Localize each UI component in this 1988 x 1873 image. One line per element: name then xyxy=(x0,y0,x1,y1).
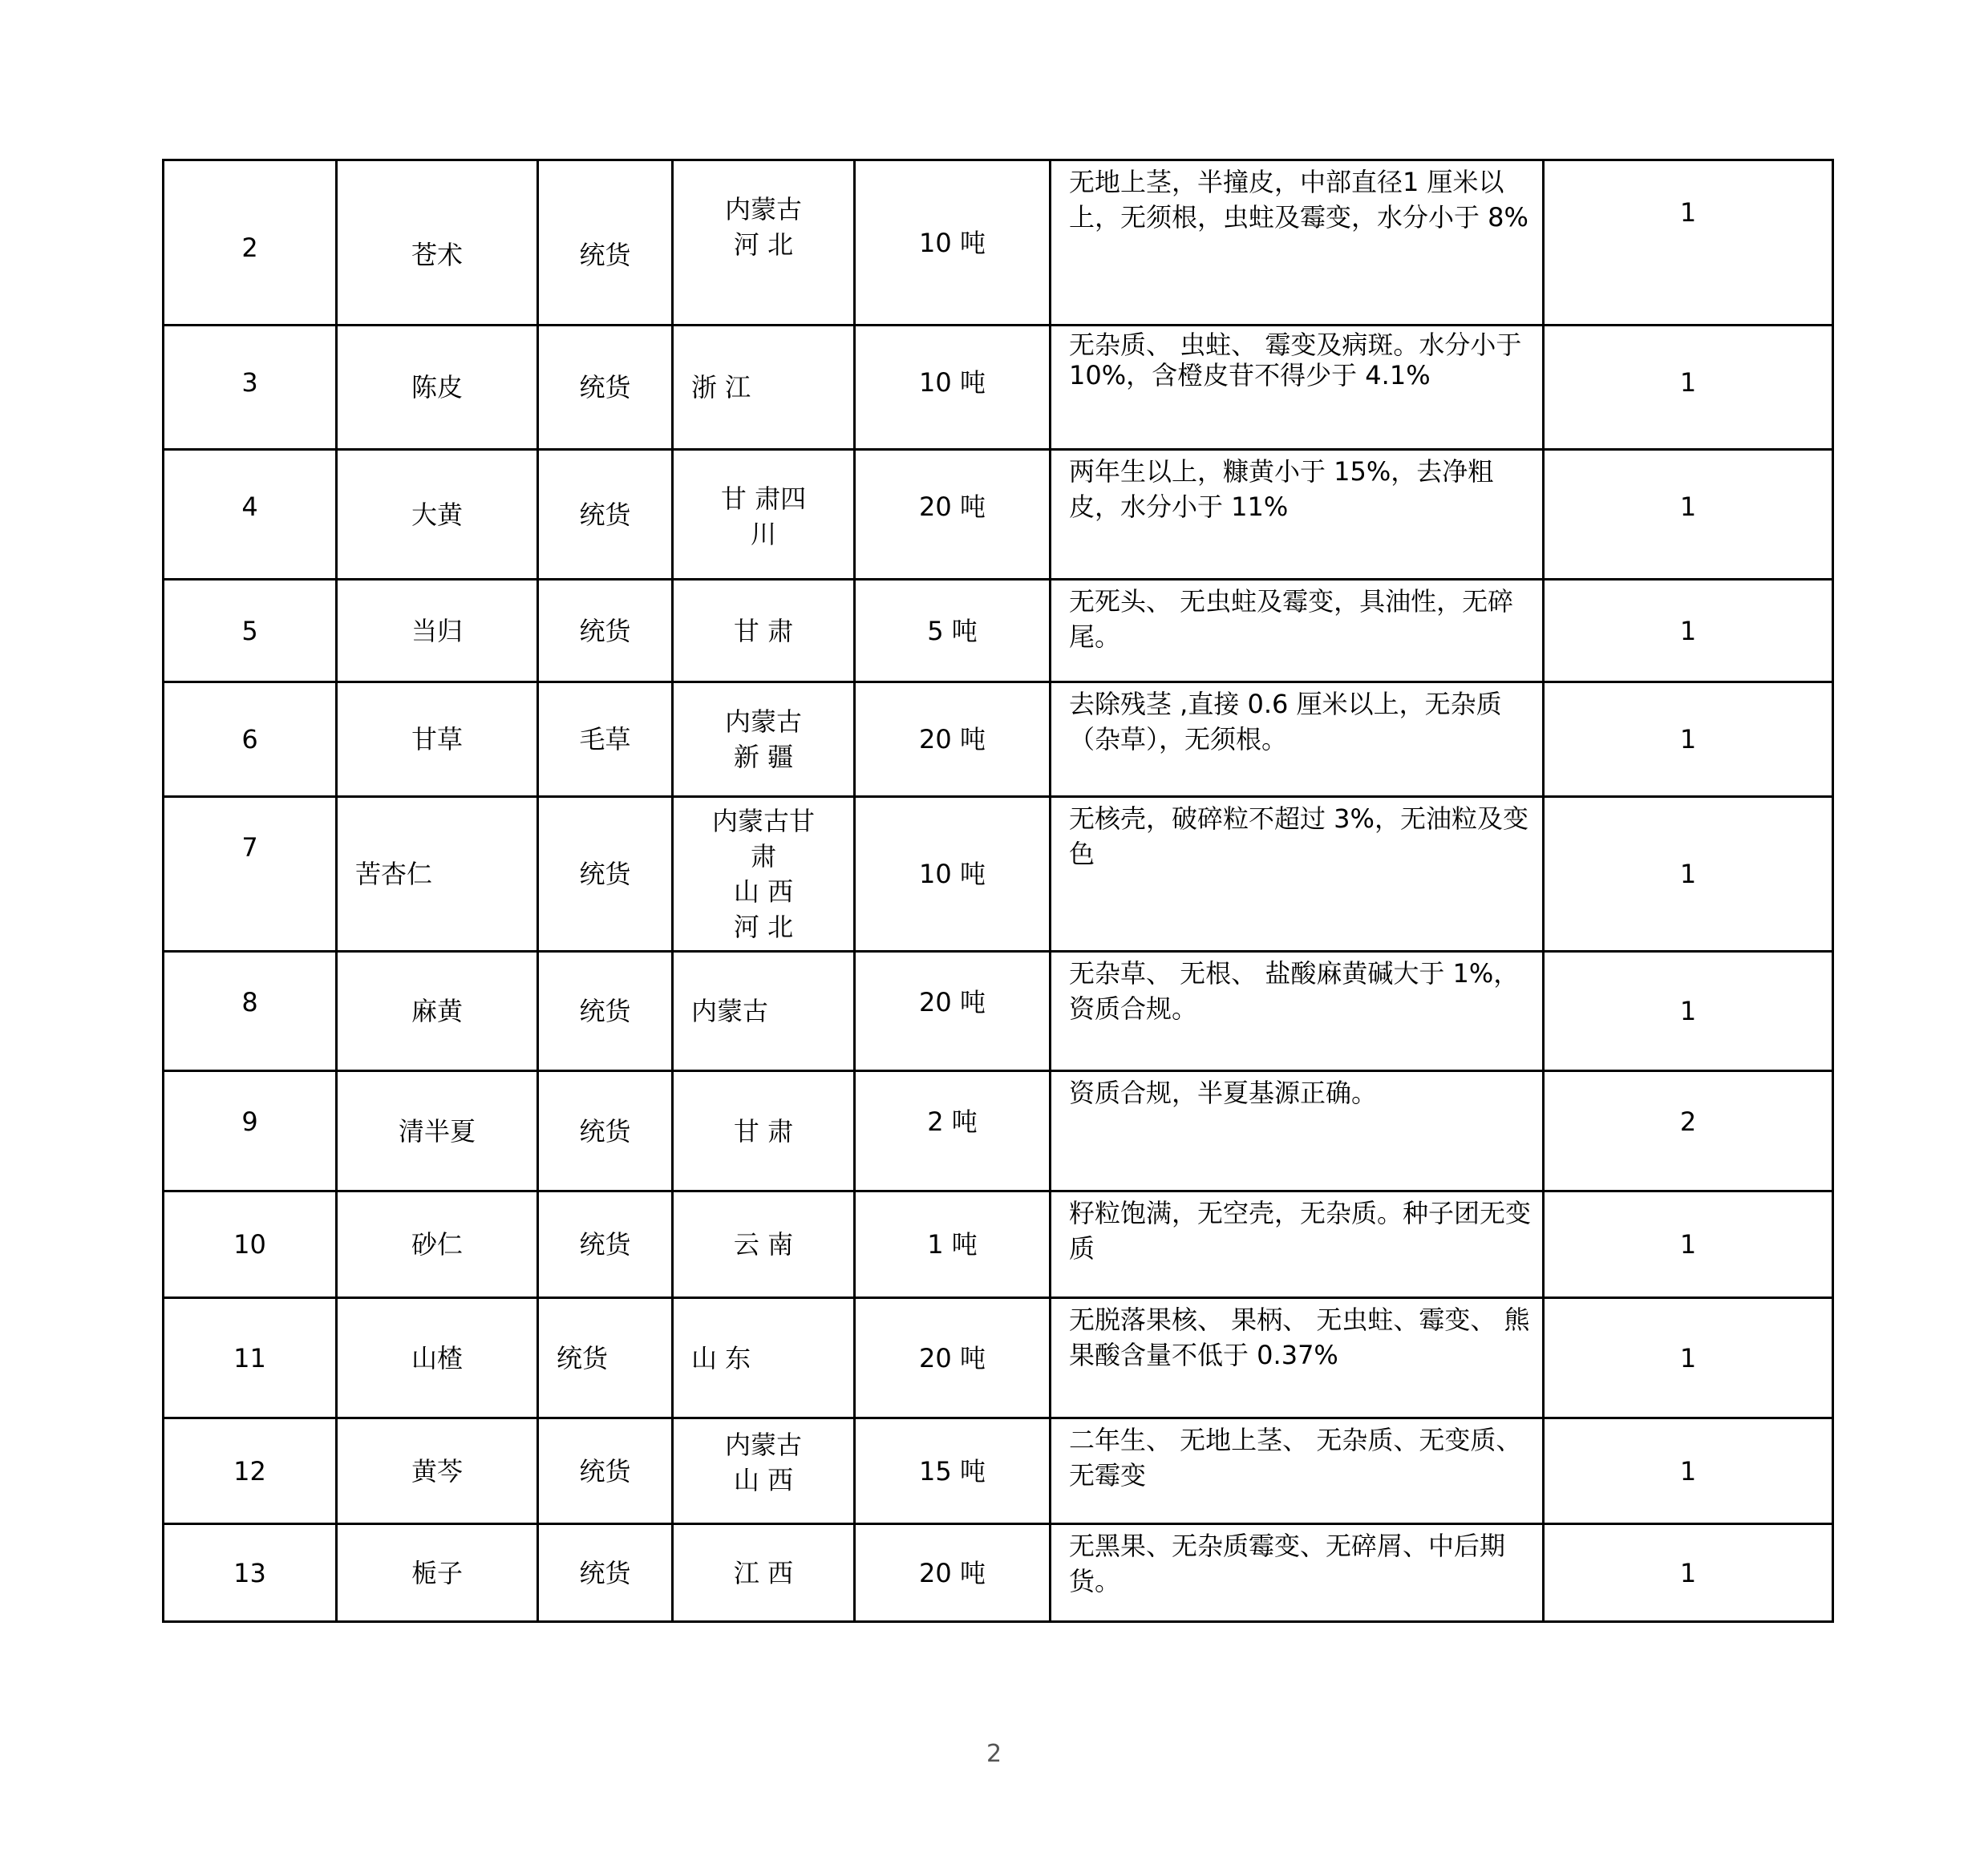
cell-qty: 10 吨 xyxy=(855,326,1051,450)
cell-no: 6 xyxy=(164,682,337,797)
cell-origin xyxy=(673,682,855,797)
cell-qty: 20 吨 xyxy=(855,952,1051,1071)
cell-grade: 统货 xyxy=(538,450,673,580)
cell-grade: 统货 xyxy=(538,326,673,450)
cell-qty: 20 吨 xyxy=(855,450,1051,580)
table-row xyxy=(164,160,1833,326)
cell-standard: 无脱落果核、 果柄、 无虫蛀、霉变、 熊果酸含量不低于 0.37% xyxy=(1051,1298,1544,1418)
origin-line: 甘 肃四 xyxy=(720,483,807,514)
cell-qty: 20 吨 xyxy=(855,1524,1051,1622)
cell-no: 12 xyxy=(164,1418,337,1524)
cell-grade: 统货 xyxy=(538,1071,673,1191)
cell-count: 1 xyxy=(1544,450,1833,580)
cell-no: 4 xyxy=(164,450,337,580)
table-body xyxy=(164,160,1833,1622)
origin-line: 内蒙古 xyxy=(724,1430,802,1460)
cell-no: 10 xyxy=(164,1191,337,1298)
origin-line: 内蒙古甘 xyxy=(711,806,815,836)
cell-no: 13 xyxy=(164,1524,337,1622)
cell-origin xyxy=(673,450,855,580)
page-number: 2 xyxy=(986,1740,1002,1768)
origin-line: 江 西 xyxy=(733,1557,794,1588)
cell-no: 7 xyxy=(164,797,337,952)
cell-count: 1 xyxy=(1544,682,1833,797)
cell-standard: 籽粒饱满，无空壳，无杂质。种子团无变质 xyxy=(1051,1191,1544,1298)
cell-origin xyxy=(673,1298,855,1418)
cell-origin xyxy=(673,160,855,326)
cell-count: 1 xyxy=(1544,1418,1833,1524)
cell-origin xyxy=(673,797,855,952)
table-row xyxy=(164,450,1833,580)
cell-count: 1 xyxy=(1544,160,1833,326)
cell-standard: 无死头、 无虫蛀及霉变，具油性，无碎尾。 xyxy=(1051,580,1544,682)
origin-line: 云 南 xyxy=(733,1229,794,1260)
cell-name: 甘草 xyxy=(337,682,538,797)
cell-standard: 无杂草、 无根、 盐酸麻黄碱大于 1%，资质合规。 xyxy=(1051,952,1544,1071)
cell-name: 苦杏仁 xyxy=(337,797,538,952)
cell-count: 1 xyxy=(1544,1191,1833,1298)
cell-name: 陈皮 xyxy=(337,326,538,450)
cell-origin xyxy=(673,1191,855,1298)
table-row xyxy=(164,682,1833,797)
cell-standard: 两年生以上，糠黄小于 15%，去净粗皮，水分小于 11% xyxy=(1051,450,1544,580)
cell-standard: 无黑果、无杂质霉变、无碎屑、中后期货。 xyxy=(1051,1524,1544,1622)
cell-name: 清半夏 xyxy=(337,1071,538,1191)
table-row xyxy=(164,952,1833,1071)
origin-line: 山 西 xyxy=(733,1465,794,1495)
origin-line: 肃 xyxy=(750,841,776,872)
cell-name: 栀子 xyxy=(337,1524,538,1622)
cell-origin xyxy=(673,952,855,1071)
cell-no: 3 xyxy=(164,326,337,450)
origin-line: 川 xyxy=(750,519,776,549)
cell-count: 1 xyxy=(1544,1524,1833,1622)
origin-line: 新 疆 xyxy=(733,742,794,772)
cell-standard: 无地上茎，半撞皮，中部直径1 厘米以上，无须根，虫蛀及霉变，水分小于 8% xyxy=(1051,160,1544,326)
cell-standard: 去除残茎 ,直接 0.6 厘米以上，无杂质（杂草），无须根。 xyxy=(1051,682,1544,797)
cell-origin xyxy=(673,326,855,450)
origin-line: 浙 江 xyxy=(691,372,751,403)
origin-line: 河 北 xyxy=(733,912,794,942)
cell-name: 麻黄 xyxy=(337,952,538,1071)
cell-name: 黄芩 xyxy=(337,1418,538,1524)
cell-qty: 15 吨 xyxy=(855,1418,1051,1524)
table-row xyxy=(164,326,1833,450)
table-row xyxy=(164,797,1833,952)
table-row xyxy=(164,580,1833,682)
cell-count: 1 xyxy=(1544,1298,1833,1418)
herb-spec-table xyxy=(162,159,1834,1623)
cell-qty: 20 吨 xyxy=(855,682,1051,797)
cell-count: 1 xyxy=(1544,952,1833,1071)
origin-line: 内蒙古 xyxy=(724,194,802,225)
cell-grade: 毛草 xyxy=(538,682,673,797)
cell-qty: 5 吨 xyxy=(855,580,1051,682)
cell-name: 山楂 xyxy=(337,1298,538,1418)
cell-qty: 10 吨 xyxy=(855,160,1051,326)
cell-grade: 统货 xyxy=(538,797,673,952)
cell-no: 9 xyxy=(164,1071,337,1191)
cell-name: 当归 xyxy=(337,580,538,682)
cell-count: 2 xyxy=(1544,1071,1833,1191)
cell-grade: 统货 xyxy=(538,1191,673,1298)
cell-qty: 2 吨 xyxy=(855,1071,1051,1191)
cell-grade: 统货 xyxy=(538,1298,673,1418)
cell-count: 1 xyxy=(1544,580,1833,682)
cell-standard: 二年生、 无地上茎、 无杂质、无变质、 无霉变 xyxy=(1051,1418,1544,1524)
table-row xyxy=(164,1191,1833,1298)
origin-line: 内蒙古 xyxy=(691,996,769,1026)
cell-name: 苍术 xyxy=(337,160,538,326)
table-row xyxy=(164,1524,1833,1622)
cell-grade: 统货 xyxy=(538,160,673,326)
origin-line: 山 东 xyxy=(691,1342,751,1373)
cell-no: 2 xyxy=(164,160,337,326)
cell-no: 5 xyxy=(164,580,337,682)
cell-grade: 统货 xyxy=(538,580,673,682)
cell-qty: 20 吨 xyxy=(855,1298,1051,1418)
cell-qty: 10 吨 xyxy=(855,797,1051,952)
cell-name: 砂仁 xyxy=(337,1191,538,1298)
cell-standard: 无核壳，破碎粒不超过 3%，无油粒及变色 xyxy=(1051,797,1544,952)
origin-line: 内蒙古 xyxy=(724,706,802,737)
table-row xyxy=(164,1418,1833,1524)
cell-name: 大黄 xyxy=(337,450,538,580)
cell-count: 1 xyxy=(1544,326,1833,450)
cell-qty: 1 吨 xyxy=(855,1191,1051,1298)
origin-line: 山 西 xyxy=(733,876,794,907)
cell-no: 8 xyxy=(164,952,337,1071)
cell-standard: 无杂质、 虫蛀、 霉变及病斑。水分小于 10%，含橙皮苷不得少于 4.1% xyxy=(1051,326,1544,450)
cell-grade: 统货 xyxy=(538,952,673,1071)
table-row xyxy=(164,1298,1833,1418)
table-row xyxy=(164,1071,1833,1191)
cell-no: 11 xyxy=(164,1298,337,1418)
cell-grade: 统货 xyxy=(538,1524,673,1622)
origin-line: 河 北 xyxy=(733,229,794,260)
cell-standard: 资质合规，半夏基源正确。 xyxy=(1051,1071,1544,1191)
cell-origin xyxy=(673,580,855,682)
origin-line: 甘 肃 xyxy=(733,1115,794,1147)
cell-origin xyxy=(673,1071,855,1191)
origin-line: 甘 肃 xyxy=(733,615,794,646)
cell-count: 1 xyxy=(1544,797,1833,952)
cell-origin xyxy=(673,1524,855,1622)
cell-origin xyxy=(673,1418,855,1524)
cell-grade: 统货 xyxy=(538,1418,673,1524)
